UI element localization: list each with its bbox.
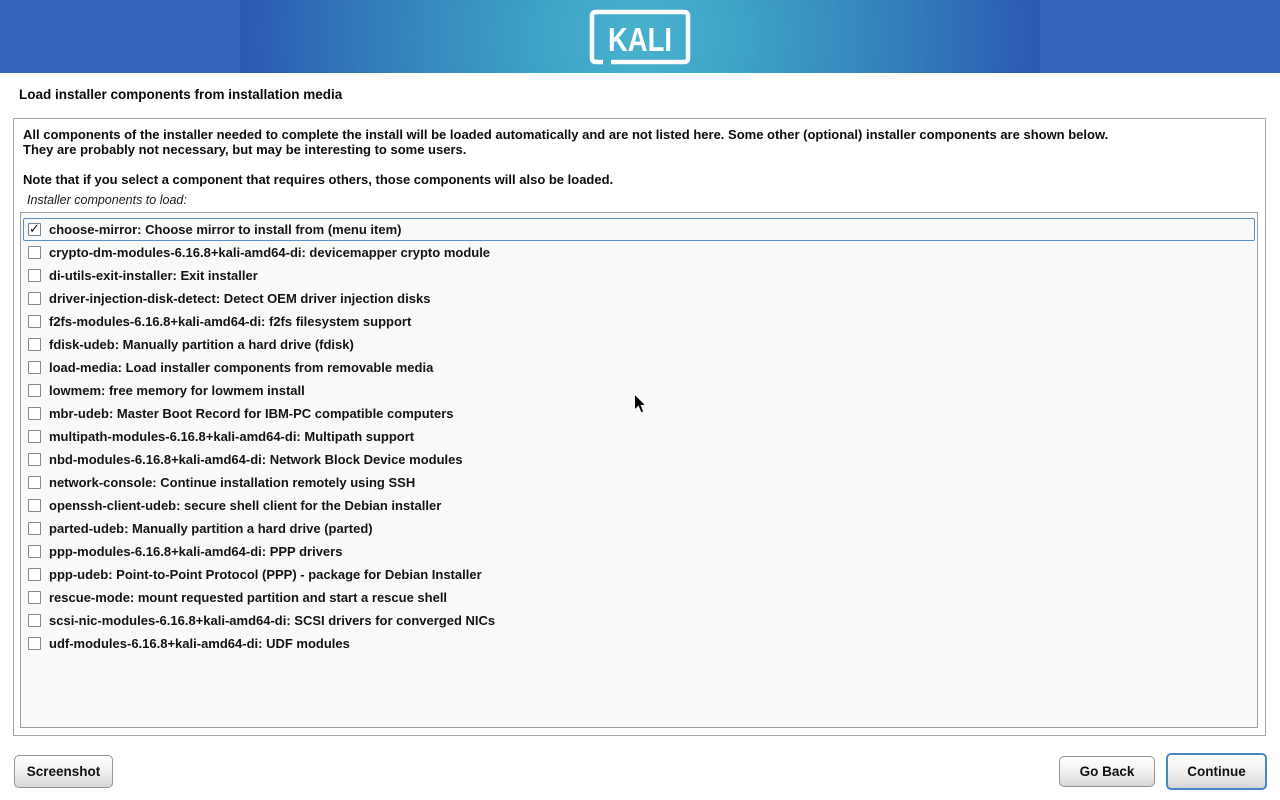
component-row[interactable] xyxy=(23,471,1255,494)
component-checkbox[interactable] xyxy=(28,338,41,351)
checkmark-icon: ✓ xyxy=(29,221,40,236)
component-label: rescue-mode: mount requested partition and start a rescue shell xyxy=(49,590,448,605)
content-panel xyxy=(13,118,1266,736)
component-label: choose-mirror: Choose mirror to install from (menu item) xyxy=(49,222,402,237)
component-label: lowmem: free memory for lowmem install xyxy=(49,383,305,398)
component-checkbox[interactable] xyxy=(28,522,41,535)
component-label: ppp-modules-6.16.8+kali-amd64-di: PPP drivers xyxy=(49,544,343,559)
components-list-label: Installer components to load: xyxy=(27,193,187,207)
header-banner xyxy=(0,0,1280,73)
kali-logo-text: KALI xyxy=(608,21,672,58)
component-row[interactable] xyxy=(23,494,1255,517)
component-checkbox[interactable] xyxy=(28,269,41,282)
component-checkbox[interactable] xyxy=(28,591,41,604)
component-checkbox[interactable] xyxy=(28,361,41,374)
component-row[interactable] xyxy=(23,609,1255,632)
screenshot-button[interactable]: Screenshot xyxy=(14,755,113,788)
component-row[interactable] xyxy=(23,563,1255,586)
continue-button[interactable]: Continue xyxy=(1166,753,1267,790)
component-label: mbr-udeb: Master Boot Record for IBM-PC compatible computers xyxy=(49,406,454,421)
component-checkbox[interactable] xyxy=(28,637,41,650)
component-row[interactable] xyxy=(23,218,1255,241)
components-list[interactable] xyxy=(20,212,1258,728)
component-label: ppp-udeb: Point-to-Point Protocol (PPP) - package for Debian Installer xyxy=(49,567,482,582)
intro-text-line2: They are probably not necessary, but may be interesting to some users. xyxy=(23,142,467,157)
go-back-button[interactable]: Go Back xyxy=(1059,756,1155,787)
component-checkbox[interactable] xyxy=(28,246,41,259)
component-label: openssh-client-udeb: secure shell client for the Debian installer xyxy=(49,498,442,513)
component-row[interactable] xyxy=(23,402,1255,425)
component-checkbox[interactable] xyxy=(28,315,41,328)
component-row[interactable] xyxy=(23,264,1255,287)
component-checkbox[interactable] xyxy=(28,568,41,581)
component-label: f2fs-modules-6.16.8+kali-amd64-di: f2fs filesystem support xyxy=(49,314,412,329)
component-row[interactable] xyxy=(23,310,1255,333)
component-checkbox[interactable] xyxy=(28,223,41,236)
component-row[interactable] xyxy=(23,425,1255,448)
page-title: Load installer components from installation media xyxy=(19,87,343,102)
component-label: di-utils-exit-installer: Exit installer xyxy=(49,268,258,283)
component-label: parted-udeb: Manually partition a hard drive (parted) xyxy=(49,521,373,536)
component-checkbox[interactable] xyxy=(28,292,41,305)
component-checkbox[interactable] xyxy=(28,476,41,489)
component-row[interactable] xyxy=(23,586,1255,609)
kali-logo xyxy=(588,8,692,66)
component-row[interactable] xyxy=(23,517,1255,540)
note-text: Note that if you select a component that requires others, those components will also be loaded. xyxy=(23,172,614,187)
component-checkbox[interactable] xyxy=(28,545,41,558)
component-label: crypto-dm-modules-6.16.8+kali-amd64-di: devicemapper crypto module xyxy=(49,245,491,260)
component-label: fdisk-udeb: Manually partition a hard drive (fdisk) xyxy=(49,337,354,352)
component-checkbox[interactable] xyxy=(28,384,41,397)
component-label: nbd-modules-6.16.8+kali-amd64-di: Network Block Device modules xyxy=(49,452,463,467)
component-row[interactable] xyxy=(23,632,1255,655)
component-checkbox[interactable] xyxy=(28,430,41,443)
component-checkbox[interactable] xyxy=(28,453,41,466)
component-row[interactable] xyxy=(23,448,1255,471)
component-label: udf-modules-6.16.8+kali-amd64-di: UDF modules xyxy=(49,636,350,651)
component-label: load-media: Load installer components from removable media xyxy=(49,360,434,375)
component-checkbox[interactable] xyxy=(28,614,41,627)
component-checkbox[interactable] xyxy=(28,499,41,512)
component-label: network-console: Continue installation remotely using SSH xyxy=(49,475,416,490)
component-label: scsi-nic-modules-6.16.8+kali-amd64-di: SCSI drivers for converged NICs xyxy=(49,613,496,628)
intro-text-line1: All components of the installer needed to complete the install will be loaded automatically and are not listed here. Some other (optional) installer components are shown below. xyxy=(23,127,1109,142)
component-checkbox[interactable] xyxy=(28,407,41,420)
component-row[interactable] xyxy=(23,287,1255,310)
component-row[interactable] xyxy=(23,356,1255,379)
component-row[interactable] xyxy=(23,241,1255,264)
component-row[interactable] xyxy=(23,540,1255,563)
component-label: multipath-modules-6.16.8+kali-amd64-di: Multipath support xyxy=(49,429,415,444)
component-label: driver-injection-disk-detect: Detect OEM driver injection disks xyxy=(49,291,431,306)
component-row[interactable] xyxy=(23,333,1255,356)
component-row[interactable] xyxy=(23,379,1255,402)
